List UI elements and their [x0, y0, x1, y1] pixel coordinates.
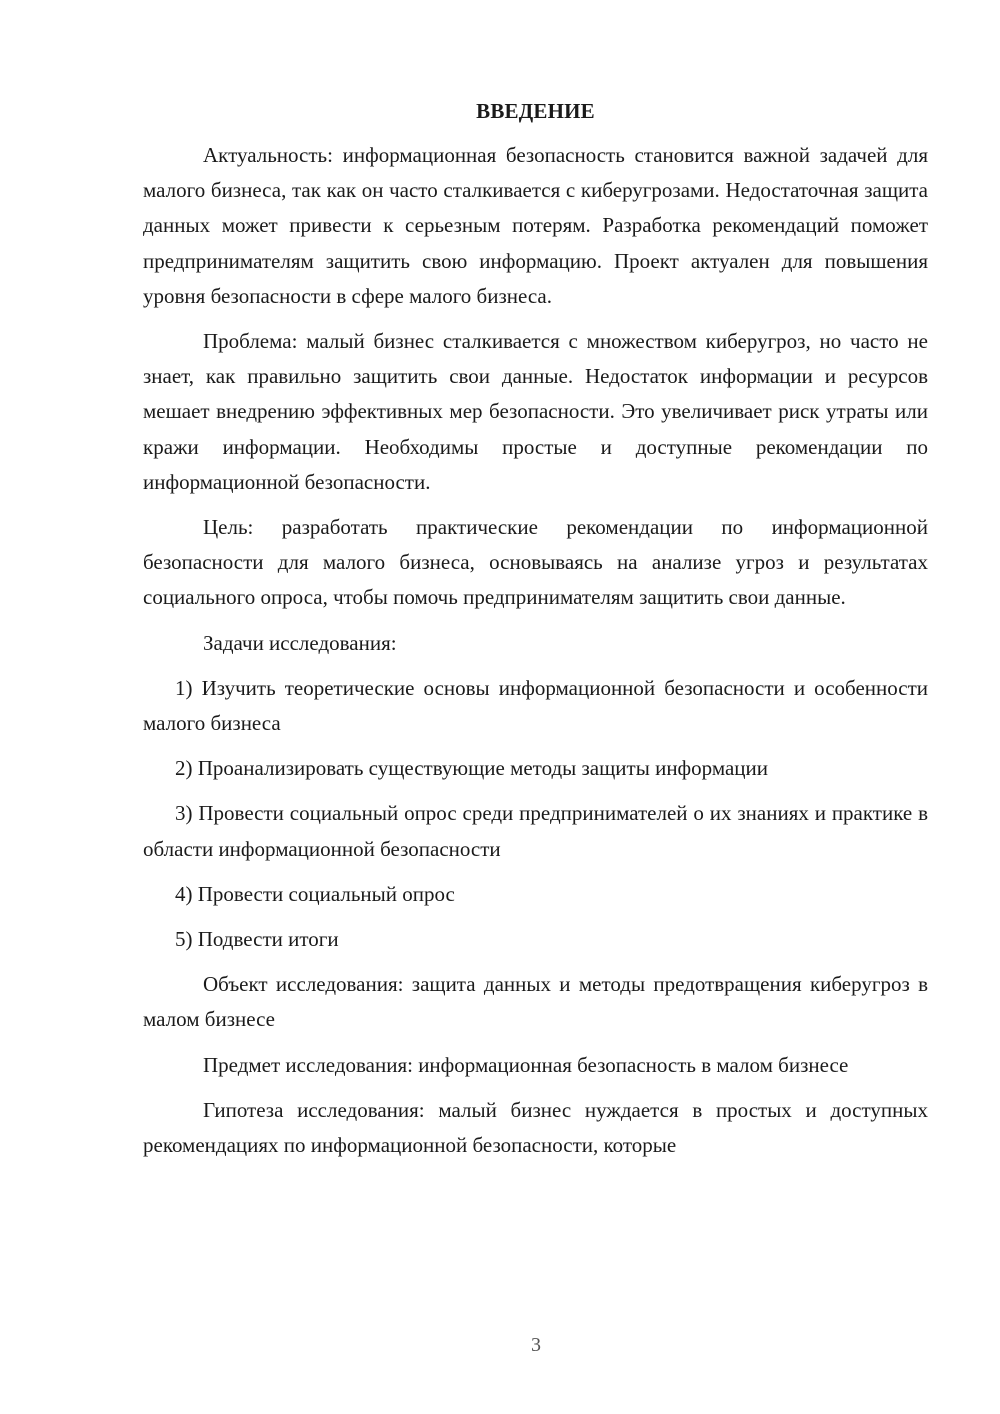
paragraph-relevance: Актуальность: информационная безопасность становится важной задачей для малого бизнеса, так как он часто сталкивается с киберугрозами. Недостаточная защита данных может привести к серьезным потерям. Разработка рекомендаций поможет предпринимателям защитить свою информацию. Проект актуален для повышения уровня безопасности в сфере малого бизнеса. [143, 143, 928, 308]
task-item-1: 1) Изучить теоретические основы информационной безопасности и особенности малого бизнеса [143, 675, 928, 736]
task-item-4: 4) Провести социальный опрос [175, 881, 455, 906]
paragraph-subject: Предмет исследования: информационная безопасность в малом бизнесе [203, 1052, 849, 1077]
page-number: 3 [531, 1334, 541, 1356]
task-item-3: 3) Провести социальный опрос среди предпринимателей о их знаниях и практике в области информационной безопасности [143, 801, 928, 861]
paragraph-goal: Цель: разработать практические рекомендации по информационной безопасности для малого бизнеса, основываясь на анализе угроз и результатах социального опроса, чтобы помочь предпринимателям защитить свои данные. [143, 515, 928, 610]
task-item-2: 2) Проанализировать существующие методы защиты информации [175, 756, 769, 781]
paragraph-hypothesis: Гипотеза исследования: малый бизнес нуждается в простых и доступных рекомендациях по информационной безопасности, которые [143, 1097, 928, 1158]
tasks-heading: Задачи исследования: [203, 630, 397, 655]
document-page [143, 96, 928, 1173]
section-title: ВВЕДЕНИЕ [476, 99, 595, 123]
paragraph-object: Объект исследования: защита данных и методы предотвращения киберугроз в малом бизнесе [143, 972, 928, 1032]
task-item-5: 5) Подвести итоги [175, 927, 339, 952]
paragraph-problem: Проблема: малый бизнес сталкивается с множеством киберугроз, но часто не знает, как правильно защитить свои данные. Недостаток информации и ресурсов мешает внедрению эффективных мер безопасности. Это увеличивает риск утраты или кражи информации. Необходимы простые и доступные рекомендации по информационной безопасности. [143, 329, 928, 494]
